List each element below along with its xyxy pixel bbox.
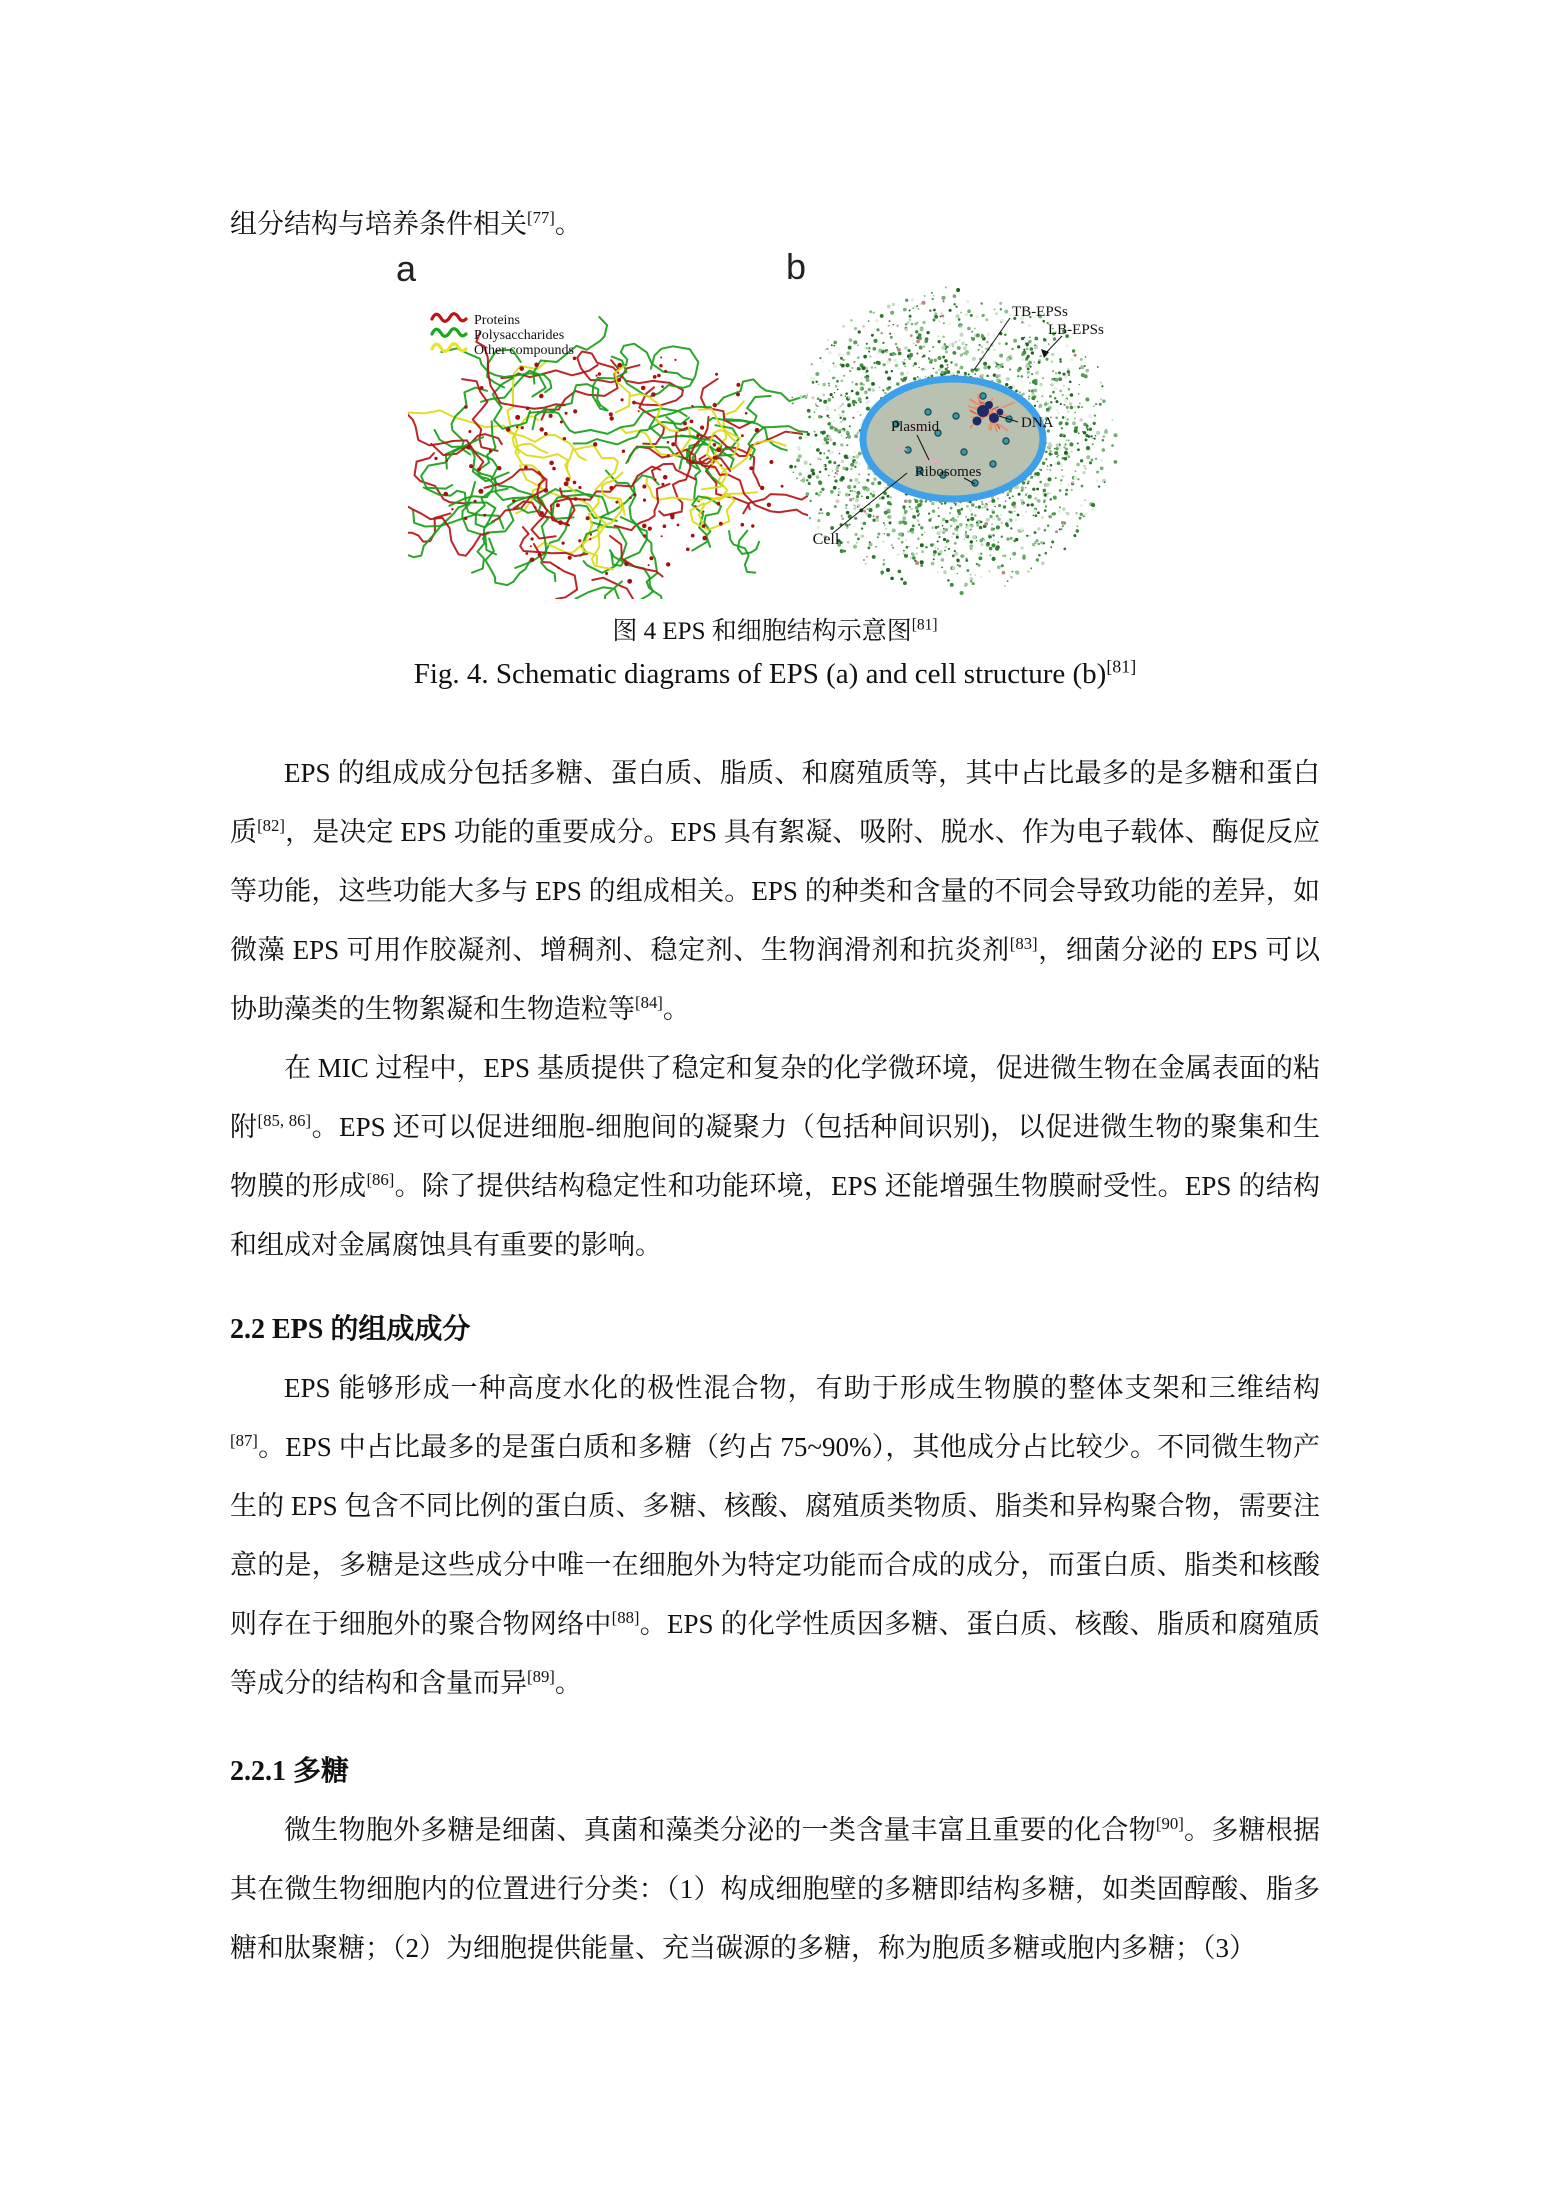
- subfigure-a-label: a: [396, 248, 417, 289]
- ribosomes-label: Ribosomes: [914, 464, 982, 480]
- intro-line: 组分结构与培养条件相关[77]。: [230, 208, 582, 239]
- page-content: [230, 195, 1320, 1978]
- figure-caption-chinese: 图 4 EPS 和细胞结构示意图[81]: [612, 616, 938, 645]
- cell-membrane: [863, 379, 1043, 499]
- tb-epss-label: TB-EPSs: [1012, 304, 1068, 320]
- figure-a-legend: [432, 313, 574, 358]
- figure-caption-english: Fig. 4. Schematic diagrams of EPS (a) and cell structure (b)[81]: [413, 656, 1137, 690]
- cell-label: Cell: [812, 531, 840, 548]
- lb-epss-label: LB-EPSs: [1048, 322, 1104, 338]
- paragraph-eps-components: EPS 能够形成一种高度水化的极性混合物，有助于形成生物膜的整体支架和三维结构[87]。EPS 中占比最多的是蛋白质和多糖（约占 75~90%），其他成分占比较少。不同微生物产生的 EPS 包含不同比例的蛋白质、多糖、核酸、腐殖质类物质、脂类和异构聚合物，需要注意的是，多糖是这些成分中唯一在细胞外为特定功能而合成的成分，而蛋白质、脂类和核酸则存在于细胞外的聚合物网络中[88]。EPS 的化学性质因多糖、蛋白质、核酸、脂质和腐殖质等成分的结构和含量而异[89]。: [230, 1373, 1320, 1698]
- legend-row-proteins: [432, 313, 520, 328]
- legend-label-polysaccharides: Polysaccharides: [474, 328, 565, 343]
- figure-4: [230, 246, 1320, 614]
- paragraph-polysaccharides: 微生物胞外多糖是细菌、真菌和藻类分泌的一类含量丰富且重要的化合物[90]。多糖根据其在微生物细胞内的位置进行分类：（1）构成细胞壁的多糖即结构多糖，如类固醇酸、脂多糖和肽聚糖；（2）为细胞提供能量、充当碳源的多糖，称为胞质多糖或胞内多糖；（3）: [230, 1814, 1321, 1963]
- dna-label: DNA: [1021, 415, 1054, 431]
- legend-row-other-compounds: [432, 343, 574, 358]
- legend-label-proteins: Proteins: [474, 313, 520, 328]
- paragraph-eps-composition: EPS 的组成成分包括多糖、蛋白质、脂质、和腐殖质等，其中占比最多的是多糖和蛋白质[82]，是决定 EPS 功能的重要成分。EPS 具有絮凝、吸附、脱水、作为电子载体、酶促反应等功能，这些功能大多与 EPS 的组成相关。EPS 的种类和含量的不同会导致功能的差异，如微藻 EPS 可用作胶凝剂、增稠剂、稳定剂、生物润滑剂和抗炎剂[83]，细菌分泌的 EPS 可以协助藻类的生物絮凝和生物造粒等[84]。: [230, 758, 1320, 1024]
- heading-2-2-1: 2.2.1 多糖: [230, 1756, 350, 1787]
- legend-label-other-compounds: Other compounds: [474, 343, 574, 358]
- legend-row-polysaccharides: [432, 328, 564, 343]
- plasmid-label: Plasmid: [890, 419, 940, 435]
- cell-structure-diagram: [778, 284, 1118, 606]
- paragraph-mic-process: 在 MIC 过程中，EPS 基质提供了稳定和复杂的化学微环境，促进微生物在金属表面的粘附[85, 86]。EPS 还可以促进细胞-细胞间的凝聚力（包括种间识别)，以促进微生物的聚集和生物膜的形成[86]。除了提供结构稳定性和功能环境，EPS 还能增强生物膜耐受性。EPS 的结构和组成对金属腐蚀具有重要的影响。: [230, 1053, 1321, 1260]
- polysaccharides-swatch-icon: [432, 329, 466, 337]
- other-compounds-swatch-icon: [432, 344, 466, 352]
- eps-molecular-diagram: [408, 284, 808, 599]
- proteins-swatch-icon: [432, 314, 466, 322]
- subfigure-b-label: b: [786, 246, 807, 287]
- cell-leader-line: [833, 473, 907, 533]
- molecular-mesh: [408, 317, 808, 599]
- heading-2-2: 2.2 EPS 的组成成分: [230, 1314, 471, 1345]
